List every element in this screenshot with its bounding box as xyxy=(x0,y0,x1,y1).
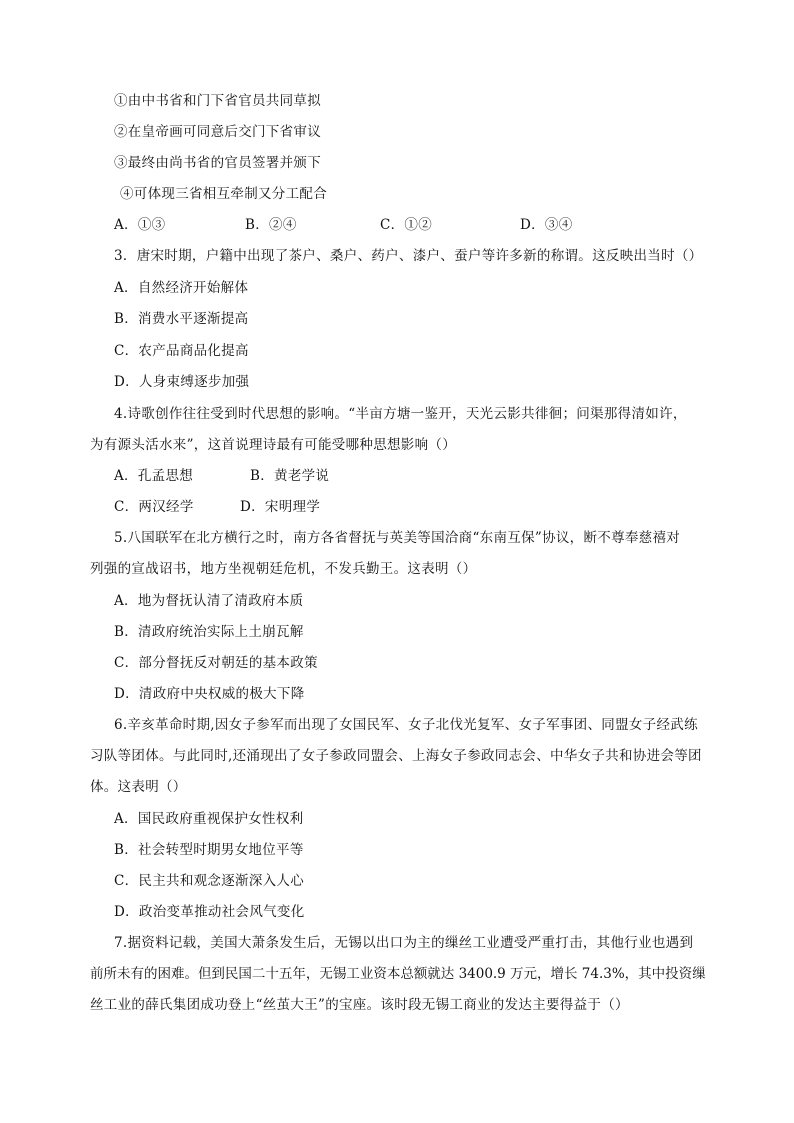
statement-3: ③最终由尚书省的官员签署并颁下 xyxy=(114,155,321,171)
q5-option-d: D．清政府中央权威的极大下降 xyxy=(114,686,305,702)
q4-option-d: D．宋明理学 xyxy=(240,499,321,515)
q2-option-c: C．①② xyxy=(380,217,433,233)
q2-option-b: B．②④ xyxy=(245,217,297,233)
q6-stem-line-3: 体。这表明（） xyxy=(90,779,187,795)
q7-stem-line-2: 前所未有的困难。但到民国二十五年，无锡工业资本总额就达 3400.9 万元，增长 74.3%，其中投资缫 xyxy=(90,966,706,982)
q3-option-d: D．人身束缚逐步加强 xyxy=(114,374,250,390)
q4-stem-line-1: 4.诗歌创作往往受到时代思想的影响。“半亩方塘一鉴开，天光云影共徘徊；问渠那得清如许， xyxy=(114,406,687,422)
q6-option-b: B．社会转型时期男女地位平等 xyxy=(114,842,304,858)
q5-stem-line-1: 5.八国联军在北方横行之时，南方各省督抚与英美等国洽商“东南互保”协议，断不尊奉慈禧对 xyxy=(114,530,681,546)
statement-1: ①由中书省和门下省官员共同草拟 xyxy=(114,93,321,109)
statement-2: ②在皇帝画可同意后交门下省审议 xyxy=(114,124,321,140)
q4-options-row-2 xyxy=(0,497,794,517)
q4-stem-line-2: 为有源头活水来”，这首说理诗最有可能受哪种思想影响（） xyxy=(90,437,457,453)
q2-options xyxy=(0,215,794,235)
q4-option-c: C．两汉经学 xyxy=(114,499,194,515)
q6-stem-line-2: 习队等团体。与此同时,还涌现出了女子参政同盟会、上海女子参政同志会、中华女子共和协进会等团 xyxy=(90,748,702,764)
q6-option-a: A．国民政府重视保护女性权利 xyxy=(114,811,304,827)
q3-option-c: C．农产品商品化提高 xyxy=(114,343,249,359)
q2-option-d: D．③④ xyxy=(520,217,573,233)
q6-option-d: D．政治变革推动社会风气变化 xyxy=(114,904,305,920)
q3-option-b: B．消费水平逐渐提高 xyxy=(114,311,249,327)
q5-option-a: A．地为督抚认清了清政府本质 xyxy=(114,593,304,609)
q7-stem-line-3: 丝工业的薛氏集团成功登上“丝茧大王”的宝座。该时段无锡工商业的发达主要得益于（） xyxy=(90,997,629,1013)
q6-option-c: C．民主共和观念逐渐深入人心 xyxy=(114,873,305,889)
q6-stem-line-1: 6.辛亥革命时期,因女子参军而出现了女国民军、女子北伐光复军、女子军事团、同盟女子经武练 xyxy=(114,717,698,733)
q5-option-b: B．清政府统治实际上土崩瓦解 xyxy=(114,624,304,640)
q5-stem-line-2: 列强的宣战诏书，地方坐视朝廷危机，不发兵勤王。这表明（） xyxy=(90,561,477,577)
q3-stem: 3．唐宋时期，户籍中出现了茶户、桑户、药户、漆户、蚕户等许多新的称谓。这反映出当时（） xyxy=(114,248,703,264)
q4-options-row-1 xyxy=(0,466,794,486)
q4-option-b: B．黄老学说 xyxy=(250,468,330,484)
q4-option-a: A．孔孟思想 xyxy=(114,468,194,484)
q2-option-a: A．①③ xyxy=(114,217,166,233)
statement-4: ④可体现三省相互牵制又分工配合 xyxy=(120,186,327,202)
q3-option-a: A．自然经济开始解体 xyxy=(114,280,249,296)
q5-option-c: C．部分督抚反对朝廷的基本政策 xyxy=(114,655,318,671)
q7-stem-line-1: 7.据资料记载，美国大萧条发生后，无锡以出口为主的缫丝工业遭受严重打击，其他行业也遇到 xyxy=(114,935,694,951)
